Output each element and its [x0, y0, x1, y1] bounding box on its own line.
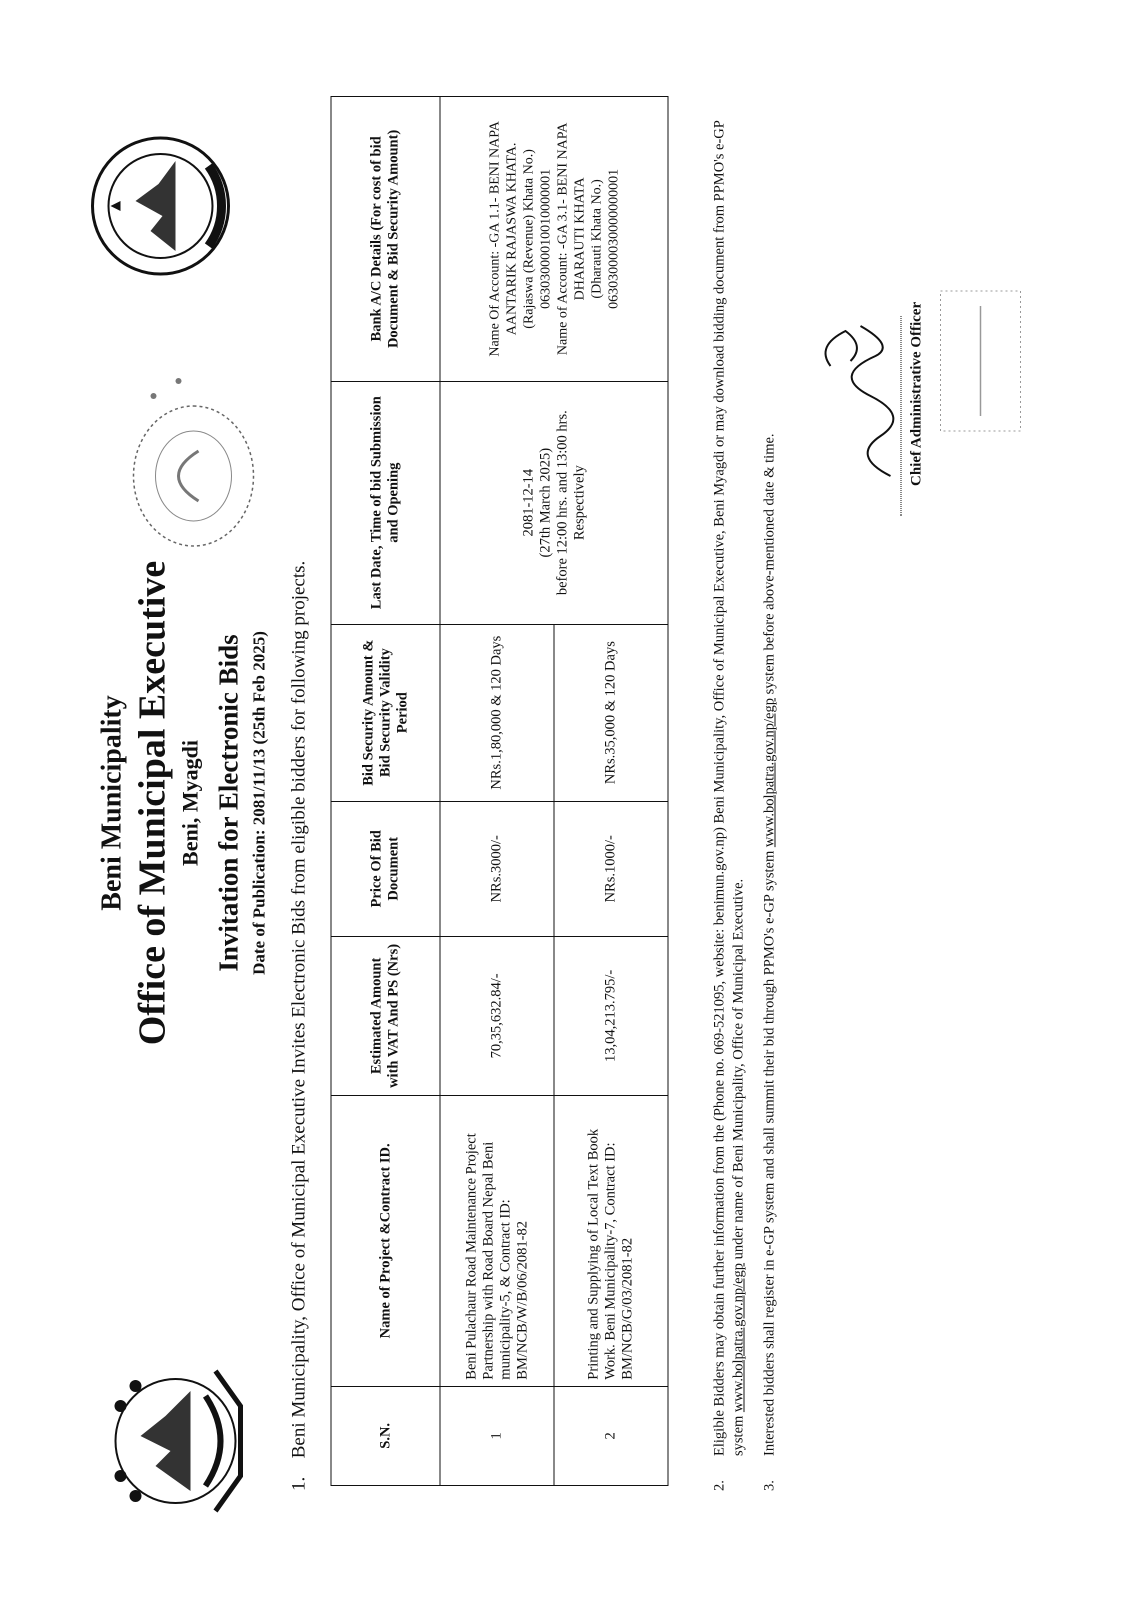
header-document-price: Price Of Bid Document: [331, 801, 440, 936]
row-estimated-amount: 70,35,632.84/-: [440, 936, 554, 1095]
deposit-account-number: 06303000030000000001: [605, 168, 621, 309]
submission-date-cell: [440, 381, 668, 624]
table-header-row: [331, 97, 440, 1486]
seal-stamp-icon: [935, 286, 1025, 436]
header-bank-details: Bank A/C Details (For cost of bid Document & Bid Security Amount): [331, 97, 440, 382]
handwritten-signature-icon: [820, 256, 900, 496]
note-3-number: 3.: [761, 1480, 777, 1491]
row-bid-security: NRs.35,000 & 120 Days: [554, 624, 668, 801]
note-3-text: Interested bidders shall register in e-GP system and shall summit their bid through PPMO's e-GP system: [761, 847, 777, 1456]
note-3-text-end: system before above-mentioned date & time.: [761, 433, 777, 698]
row-project-name: Printing and Supplying of Local Text Book Work. Beni Municipality-7, Contract ID: BM/NCB/G/03/2081-82: [554, 1095, 668, 1386]
municipality-name: Beni Municipality: [96, 695, 127, 911]
row-document-price: NRs.3000/-: [440, 801, 554, 936]
egp-link[interactable]: www.bolpatra.gov.np/egp: [730, 1262, 746, 1413]
intro-number: 1.: [288, 1476, 309, 1491]
signatory-title: Chief Administrative Officer: [908, 301, 924, 486]
row-sn: 2: [554, 1386, 668, 1485]
row-sn: 1: [440, 1386, 554, 1485]
publication-date: Date of Publication: 2081/11/13 (25th Feb 2025): [249, 631, 268, 975]
header: [0, 0, 290, 1606]
notice-title: Invitation for Electronic Bids: [213, 634, 243, 972]
bank-details-cell: [440, 97, 668, 382]
title-block: [95, 0, 271, 1606]
signature-line: [900, 316, 901, 516]
signature-block: [820, 196, 1060, 516]
note-3: [760, 91, 779, 1491]
revenue-account-name: Name Of Account: -GA 1.1- BENI NAPA AANTARIK RAJASWA KHATA.: [486, 121, 519, 357]
note-2-number: 2.: [711, 1480, 727, 1491]
row-document-price: NRs.1000/-: [554, 801, 668, 936]
header-submission-date: Last Date, Time of bid Submission and Opening: [331, 381, 440, 624]
row-project-name: Beni Pulachaur Road Maintenance Project Partnership with Road Board Nepal Beni municipality-5, & Contract ID: BM/NCB/W/B/06/2081-82: [440, 1095, 554, 1386]
notes: [710, 91, 791, 1491]
deposit-account-label: (Dharauti Khata No.): [588, 179, 604, 299]
note-2-text-end: under name of Beni Municipality, Office of Municipal Executive.: [730, 878, 746, 1263]
submission-date-ad: (27th March 2025): [536, 447, 553, 558]
header-project-name: Name of Project &Contract ID.: [331, 1095, 440, 1386]
submission-times: before 12:00 hrs. and 13:00 hrs. Respectively: [553, 410, 587, 596]
header-bid-security: Bid Security Amount & Bid Security Validity Period: [331, 624, 440, 801]
deposit-account-name: Name of Account: -GA 3.1- BENI NAPA DHARAUTI KHATA: [554, 122, 587, 356]
location: Beni, Myagdi: [177, 740, 202, 866]
intro-text: Beni Municipality, Office of Municipal Executive Invites Electronic Bids from eligible bidders for following projects.: [288, 560, 309, 1459]
revenue-account-number: 06303000010010000001: [537, 168, 553, 309]
bids-table: [330, 96, 668, 1486]
table-row: [440, 97, 554, 1486]
row-estimated-amount: 13,04,213.795/-: [554, 936, 668, 1095]
row-bid-security: NRs.1,80,000 & 120 Days: [440, 624, 554, 801]
header-sn: S.N.: [331, 1386, 440, 1485]
intro-line: [288, 561, 310, 1491]
note-2-text: Eligible Bidders may obtain further information from the (Phone no. 069-521095, website: benimun.gov.np) Beni Municipality, Office of Municipal Executive, Beni Myagdi or may download bidding document from PPMO's e-GP system: [711, 120, 746, 1456]
header-estimated-amount: Estimated Amount with VAT And PS (Nrs): [331, 936, 440, 1095]
submission-date-bs: 2081-12-14: [519, 468, 536, 537]
revenue-account-label: (Rajaswa (Revenue) Khata No.): [520, 149, 536, 329]
egp-link[interactable]: www.bolpatra.gov.np/egp: [761, 698, 777, 848]
office-name: Office of Municipal Executive: [131, 560, 173, 1046]
note-2: [710, 91, 748, 1491]
